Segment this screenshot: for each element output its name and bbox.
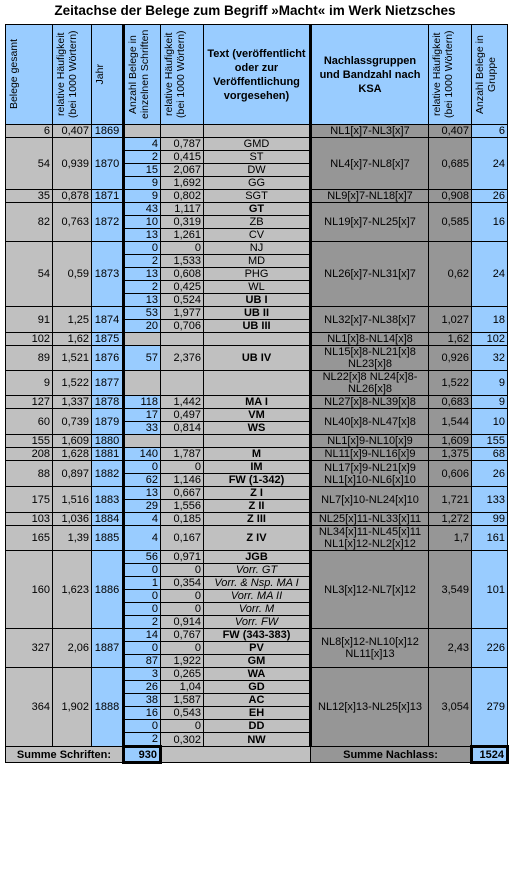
belege-gesamt-cell: 102 [6, 333, 53, 346]
text-cell: UB I [204, 294, 311, 307]
table-row [6, 448, 508, 461]
header-jahr: Jahr [92, 25, 124, 125]
jahr-cell: 1872 [92, 203, 124, 242]
rel-schrift-cell: 0,354 [161, 577, 204, 590]
table-row [6, 138, 508, 151]
rel-haeufigkeit-cell: 0,407 [53, 125, 92, 138]
gruppe-cell: 161 [472, 526, 508, 551]
rel-schrift-cell [161, 435, 204, 448]
text-cell: MD [204, 255, 311, 268]
anzahl-schrift-cell: 38 [124, 694, 161, 707]
rel-haeufigkeit-cell: 1,62 [53, 333, 92, 346]
nachlass-cell: NL1[x]8-NL14[x]8 [311, 333, 429, 346]
rel-schrift-cell: 1,977 [161, 307, 204, 320]
belege-gesamt-cell: 364 [6, 668, 53, 747]
text-cell: ST [204, 151, 311, 164]
nachlass-rel-cell: 0,585 [429, 203, 472, 242]
jahr-cell: 1886 [92, 551, 124, 629]
header-nachlass: Nachlassgruppen und Bandzahl nach KSA [311, 25, 429, 125]
rel-schrift-cell: 0,524 [161, 294, 204, 307]
rel-haeufigkeit-cell: 1,628 [53, 448, 92, 461]
rel-schrift-cell: 0 [161, 590, 204, 603]
jahr-cell: 1877 [92, 371, 124, 396]
rel-schrift-cell [161, 333, 204, 346]
belege-gesamt-cell: 103 [6, 513, 53, 526]
anzahl-schrift-cell: 2 [124, 281, 161, 294]
rel-haeufigkeit-cell: 1,25 [53, 307, 92, 333]
text-cell: NJ [204, 242, 311, 255]
text-cell: CV [204, 229, 311, 242]
table-row [6, 396, 508, 409]
header-rel-haeufigkeit: relative Häufigkeit (bei 1000 Wörtern) [53, 25, 92, 125]
text-cell: Vorr. FW [204, 616, 311, 629]
anzahl-schrift-cell: 0 [124, 564, 161, 577]
table-row [6, 551, 508, 564]
rel-schrift-cell: 0,767 [161, 629, 204, 642]
jahr-cell: 1888 [92, 668, 124, 747]
timeline-table [5, 24, 509, 764]
rel-schrift-cell: 0,667 [161, 487, 204, 500]
rel-schrift-cell: 0,608 [161, 268, 204, 281]
text-cell: JGB [204, 551, 311, 564]
jahr-cell: 1887 [92, 629, 124, 668]
rel-schrift-cell: 1,556 [161, 500, 204, 513]
table-row [6, 242, 508, 255]
anzahl-schrift-cell: 14 [124, 629, 161, 642]
summe-nachlass-label: Summe Nachlass: [311, 747, 472, 763]
rel-haeufigkeit-cell: 0,739 [53, 409, 92, 435]
nachlass-rel-cell: 0,683 [429, 396, 472, 409]
jahr-cell: 1878 [92, 396, 124, 409]
belege-gesamt-cell: 89 [6, 346, 53, 371]
table-row [6, 513, 508, 526]
table-row [6, 203, 508, 216]
anzahl-schrift-cell [124, 333, 161, 346]
anzahl-schrift-cell: 87 [124, 655, 161, 668]
nachlass-rel-cell: 1,62 [429, 333, 472, 346]
rel-schrift-cell [161, 371, 204, 396]
header-row [6, 25, 508, 125]
nachlass-cell: NL19[x]7-NL25[x]7 [311, 203, 429, 242]
rel-schrift-cell: 0 [161, 564, 204, 577]
nachlass-cell: NL8[x]12-NL10[x]12 NL11[x]13 [311, 629, 429, 668]
nachlass-cell: NL34[x]11-NL45[x]11 NL1[x]12-NL2[x]12 [311, 526, 429, 551]
text-cell: Z III [204, 513, 311, 526]
text-cell: UB III [204, 320, 311, 333]
table-row [6, 333, 508, 346]
rel-haeufigkeit-cell: 1,522 [53, 371, 92, 396]
rel-haeufigkeit-cell: 1,337 [53, 396, 92, 409]
anzahl-schrift-cell: 26 [124, 681, 161, 694]
text-cell: Vorr. MA II [204, 590, 311, 603]
anzahl-schrift-cell: 140 [124, 448, 161, 461]
rel-haeufigkeit-cell: 1,036 [53, 513, 92, 526]
nachlass-rel-cell: 0,407 [429, 125, 472, 138]
header-belege-gesamt: Belege gesamt [6, 25, 53, 125]
gruppe-cell: 226 [472, 629, 508, 668]
summe-spacer [161, 747, 311, 763]
anzahl-schrift-cell: 13 [124, 229, 161, 242]
nachlass-cell: NL17[x]9-NL21[x]9 NL1[x]10-NL6[x]10 [311, 461, 429, 487]
rel-schrift-cell: 1,533 [161, 255, 204, 268]
nachlass-cell: NL7[x]10-NL24[x]10 [311, 487, 429, 513]
rel-schrift-cell: 0,543 [161, 707, 204, 720]
rel-schrift-cell: 1,787 [161, 448, 204, 461]
text-cell: GD [204, 681, 311, 694]
gruppe-cell: 32 [472, 346, 508, 371]
nachlass-cell: NL22[x]8 NL24[x]8-NL26[x]8 [311, 371, 429, 396]
gruppe-cell: 26 [472, 190, 508, 203]
anzahl-schrift-cell: 13 [124, 487, 161, 500]
nachlass-cell: NL15[x]8-NL21[x]8 NL23[x]8 [311, 346, 429, 371]
nachlass-cell: NL27[x]8-NL39[x]8 [311, 396, 429, 409]
text-cell: EH [204, 707, 311, 720]
belege-gesamt-cell: 82 [6, 203, 53, 242]
rel-schrift-cell: 0,914 [161, 616, 204, 629]
table-row [6, 125, 508, 138]
nachlass-rel-cell: 1,609 [429, 435, 472, 448]
text-cell: Z II [204, 500, 311, 513]
rel-schrift-cell: 0,185 [161, 513, 204, 526]
gruppe-cell: 99 [472, 513, 508, 526]
text-cell: FW (1-342) [204, 474, 311, 487]
rel-schrift-cell: 0,787 [161, 138, 204, 151]
anzahl-schrift-cell: 0 [124, 642, 161, 655]
rel-haeufigkeit-cell: 0,878 [53, 190, 92, 203]
rel-haeufigkeit-cell: 1,516 [53, 487, 92, 513]
rel-schrift-cell: 0 [161, 720, 204, 733]
text-cell: UB II [204, 307, 311, 320]
text-cell: PV [204, 642, 311, 655]
belege-gesamt-cell: 54 [6, 138, 53, 190]
rel-schrift-cell: 0 [161, 242, 204, 255]
nachlass-cell: NL3[x]12-NL7[x]12 [311, 551, 429, 629]
nachlass-cell: NL1[x]7-NL3[x]7 [311, 125, 429, 138]
text-cell: SGT [204, 190, 311, 203]
gruppe-cell: 155 [472, 435, 508, 448]
table-row [6, 190, 508, 203]
belege-gesamt-cell: 160 [6, 551, 53, 629]
jahr-cell: 1871 [92, 190, 124, 203]
gruppe-cell: 133 [472, 487, 508, 513]
belege-gesamt-cell: 165 [6, 526, 53, 551]
text-cell [204, 333, 311, 346]
belege-gesamt-cell: 54 [6, 242, 53, 307]
anzahl-schrift-cell: 13 [124, 294, 161, 307]
text-cell: Z IV [204, 526, 311, 551]
header-anzahl-schriften: Anzahl Belege in einzelnen Schriften [124, 25, 161, 125]
anzahl-schrift-cell: 29 [124, 500, 161, 513]
nachlass-rel-cell: 1,272 [429, 513, 472, 526]
rel-schrift-cell: 0,814 [161, 422, 204, 435]
text-cell: GM [204, 655, 311, 668]
gruppe-cell: 102 [472, 333, 508, 346]
text-cell: MA I [204, 396, 311, 409]
jahr-cell: 1880 [92, 435, 124, 448]
anzahl-schrift-cell: 10 [124, 216, 161, 229]
gruppe-cell: 279 [472, 668, 508, 747]
rel-haeufigkeit-cell: 0,763 [53, 203, 92, 242]
gruppe-cell: 24 [472, 138, 508, 190]
anzahl-schrift-cell: 4 [124, 513, 161, 526]
nachlass-rel-cell: 1,522 [429, 371, 472, 396]
table-row [6, 668, 508, 681]
nachlass-rel-cell: 1,027 [429, 307, 472, 333]
nachlass-rel-cell: 3,054 [429, 668, 472, 747]
belege-gesamt-cell: 91 [6, 307, 53, 333]
belege-gesamt-cell: 35 [6, 190, 53, 203]
nachlass-cell: NL25[x]11-NL33[x]11 [311, 513, 429, 526]
nachlass-cell: NL12[x]13-NL25[x]13 [311, 668, 429, 747]
anzahl-schrift-cell: 0 [124, 590, 161, 603]
anzahl-schrift-cell: 9 [124, 190, 161, 203]
rel-haeufigkeit-cell: 1,623 [53, 551, 92, 629]
jahr-cell: 1874 [92, 307, 124, 333]
summe-schriften-value: 930 [124, 747, 161, 763]
nachlass-rel-cell: 3,549 [429, 551, 472, 629]
summary-row [6, 747, 508, 763]
nachlass-rel-cell: 1,375 [429, 448, 472, 461]
jahr-cell: 1883 [92, 487, 124, 513]
rel-haeufigkeit-cell: 0,59 [53, 242, 92, 307]
header-rel-haeufigkeit-3: relative Häufigkeit (bei 1000 Wörtern) [429, 25, 472, 125]
anzahl-schrift-cell: 33 [124, 422, 161, 435]
belege-gesamt-cell: 60 [6, 409, 53, 435]
text-cell: IM [204, 461, 311, 474]
rel-schrift-cell: 0 [161, 461, 204, 474]
rel-schrift-cell: 0,415 [161, 151, 204, 164]
rel-schrift-cell: 0 [161, 603, 204, 616]
anzahl-schrift-cell: 4 [124, 526, 161, 551]
nachlass-rel-cell: 0,908 [429, 190, 472, 203]
text-cell: PHG [204, 268, 311, 281]
gruppe-cell: 26 [472, 461, 508, 487]
nachlass-cell: NL11[x]9-NL16[x]9 [311, 448, 429, 461]
nachlass-cell: NL9[x]7-NL18[x]7 [311, 190, 429, 203]
table-row [6, 409, 508, 422]
anzahl-schrift-cell: 3 [124, 668, 161, 681]
jahr-cell: 1876 [92, 346, 124, 371]
nachlass-cell: NL4[x]7-NL8[x]7 [311, 138, 429, 190]
jahr-cell: 1885 [92, 526, 124, 551]
anzahl-schrift-cell: 9 [124, 177, 161, 190]
gruppe-cell: 18 [472, 307, 508, 333]
text-cell: DD [204, 720, 311, 733]
text-cell: GMD [204, 138, 311, 151]
anzahl-schrift-cell: 17 [124, 409, 161, 422]
nachlass-cell: NL26[x]7-NL31[x]7 [311, 242, 429, 307]
rel-haeufigkeit-cell: 0,897 [53, 461, 92, 487]
rel-schrift-cell: 0,265 [161, 668, 204, 681]
anzahl-schrift-cell: 56 [124, 551, 161, 564]
nachlass-cell: NL40[x]8-NL47[x]8 [311, 409, 429, 435]
belege-gesamt-cell: 6 [6, 125, 53, 138]
table-row [6, 629, 508, 642]
jahr-cell: 1869 [92, 125, 124, 138]
rel-schrift-cell: 0,167 [161, 526, 204, 551]
jahr-cell: 1873 [92, 242, 124, 307]
nachlass-cell: NL32[x]7-NL38[x]7 [311, 307, 429, 333]
anzahl-schrift-cell: 20 [124, 320, 161, 333]
belege-gesamt-cell: 208 [6, 448, 53, 461]
rel-haeufigkeit-cell: 0,939 [53, 138, 92, 190]
rel-schrift-cell: 1,442 [161, 396, 204, 409]
table-row [6, 435, 508, 448]
text-cell: GG [204, 177, 311, 190]
anzahl-schrift-cell: 0 [124, 461, 161, 474]
rel-schrift-cell: 1,922 [161, 655, 204, 668]
page-title: Zeitachse der Belege zum Begriff »Macht« im Werk Nietzsches [54, 3, 456, 18]
anzahl-schrift-cell: 15 [124, 164, 161, 177]
gruppe-cell: 24 [472, 242, 508, 307]
text-cell: WA [204, 668, 311, 681]
text-cell: M [204, 448, 311, 461]
rel-schrift-cell: 0 [161, 642, 204, 655]
text-cell: WS [204, 422, 311, 435]
jahr-cell: 1875 [92, 333, 124, 346]
text-cell: WL [204, 281, 311, 294]
belege-gesamt-cell: 88 [6, 461, 53, 487]
rel-schrift-cell: 0,497 [161, 409, 204, 422]
rel-schrift-cell: 1,117 [161, 203, 204, 216]
rel-schrift-cell: 0,971 [161, 551, 204, 564]
table-row [6, 307, 508, 320]
belege-gesamt-cell: 175 [6, 487, 53, 513]
gruppe-cell: 9 [472, 371, 508, 396]
jahr-cell: 1881 [92, 448, 124, 461]
table-row [6, 487, 508, 500]
text-cell: Z I [204, 487, 311, 500]
rel-schrift-cell: 0,706 [161, 320, 204, 333]
header-text: Text (veröffentlicht oder zur Veröffentlichung vorgesehen) [204, 25, 311, 125]
anzahl-schrift-cell: 62 [124, 474, 161, 487]
nachlass-rel-cell: 0,685 [429, 138, 472, 190]
rel-schrift-cell: 1,146 [161, 474, 204, 487]
anzahl-schrift-cell: 13 [124, 268, 161, 281]
nachlass-rel-cell: 2,43 [429, 629, 472, 668]
anzahl-schrift-cell: 4 [124, 138, 161, 151]
anzahl-schrift-cell [124, 125, 161, 138]
header-rel-haeufigkeit-2: relative Häufigkeit (bei 1000 Wörtern) [161, 25, 204, 125]
gruppe-cell: 101 [472, 551, 508, 629]
text-cell: Vorr. GT [204, 564, 311, 577]
nachlass-cell: NL1[x]9-NL10[x]9 [311, 435, 429, 448]
text-cell: NW [204, 733, 311, 747]
rel-haeufigkeit-cell: 2,06 [53, 629, 92, 668]
anzahl-schrift-cell: 43 [124, 203, 161, 216]
anzahl-schrift-cell: 2 [124, 733, 161, 747]
text-cell: ZB [204, 216, 311, 229]
text-cell: Vorr. & Nsp. MA I [204, 577, 311, 590]
anzahl-schrift-cell: 2 [124, 255, 161, 268]
jahr-cell: 1879 [92, 409, 124, 435]
text-cell: AC [204, 694, 311, 707]
rel-schrift-cell: 0,319 [161, 216, 204, 229]
belege-gesamt-cell: 9 [6, 371, 53, 396]
summe-schriften-label: Summe Schriften: [6, 747, 124, 763]
text-cell: GT [204, 203, 311, 216]
rel-schrift-cell: 0,302 [161, 733, 204, 747]
rel-haeufigkeit-cell: 1,521 [53, 346, 92, 371]
anzahl-schrift-cell: 2 [124, 151, 161, 164]
nachlass-rel-cell: 1,721 [429, 487, 472, 513]
nachlass-rel-cell: 1,544 [429, 409, 472, 435]
text-cell: FW (343-383) [204, 629, 311, 642]
anzahl-schrift-cell: 0 [124, 242, 161, 255]
gruppe-cell: 16 [472, 203, 508, 242]
gruppe-cell: 6 [472, 125, 508, 138]
summe-nachlass-value: 1524 [472, 747, 508, 763]
text-cell: Vorr. M [204, 603, 311, 616]
rel-schrift-cell: 2,376 [161, 346, 204, 371]
text-cell: VM [204, 409, 311, 422]
rel-schrift-cell: 1,261 [161, 229, 204, 242]
nachlass-rel-cell: 1,7 [429, 526, 472, 551]
anzahl-schrift-cell: 1 [124, 577, 161, 590]
anzahl-schrift-cell [124, 371, 161, 396]
rel-schrift-cell: 1,04 [161, 681, 204, 694]
rel-schrift-cell [161, 125, 204, 138]
anzahl-schrift-cell: 2 [124, 616, 161, 629]
text-cell: DW [204, 164, 311, 177]
anzahl-schrift-cell: 16 [124, 707, 161, 720]
rel-schrift-cell: 0,425 [161, 281, 204, 294]
text-cell [204, 125, 311, 138]
jahr-cell: 1884 [92, 513, 124, 526]
nachlass-rel-cell: 0,606 [429, 461, 472, 487]
belege-gesamt-cell: 127 [6, 396, 53, 409]
gruppe-cell: 9 [472, 396, 508, 409]
gruppe-cell: 10 [472, 409, 508, 435]
rel-schrift-cell: 1,587 [161, 694, 204, 707]
rel-haeufigkeit-cell: 1,902 [53, 668, 92, 747]
nachlass-rel-cell: 0,62 [429, 242, 472, 307]
anzahl-schrift-cell: 53 [124, 307, 161, 320]
rel-schrift-cell: 1,692 [161, 177, 204, 190]
nachlass-rel-cell: 0,926 [429, 346, 472, 371]
rel-schrift-cell: 0,802 [161, 190, 204, 203]
text-cell [204, 435, 311, 448]
rel-schrift-cell: 2,067 [161, 164, 204, 177]
belege-gesamt-cell: 155 [6, 435, 53, 448]
anzahl-schrift-cell: 0 [124, 603, 161, 616]
text-cell [204, 371, 311, 396]
rel-haeufigkeit-cell: 1,39 [53, 526, 92, 551]
belege-gesamt-cell: 327 [6, 629, 53, 668]
gruppe-cell: 68 [472, 448, 508, 461]
anzahl-schrift-cell [124, 435, 161, 448]
header-anzahl-gruppe: Anzahl Belege in Gruppe [472, 25, 508, 125]
table-row [6, 461, 508, 474]
rel-haeufigkeit-cell: 1,609 [53, 435, 92, 448]
text-cell: UB IV [204, 346, 311, 371]
jahr-cell: 1870 [92, 138, 124, 190]
anzahl-schrift-cell: 0 [124, 720, 161, 733]
anzahl-schrift-cell: 118 [124, 396, 161, 409]
anzahl-schrift-cell: 57 [124, 346, 161, 371]
jahr-cell: 1882 [92, 461, 124, 487]
